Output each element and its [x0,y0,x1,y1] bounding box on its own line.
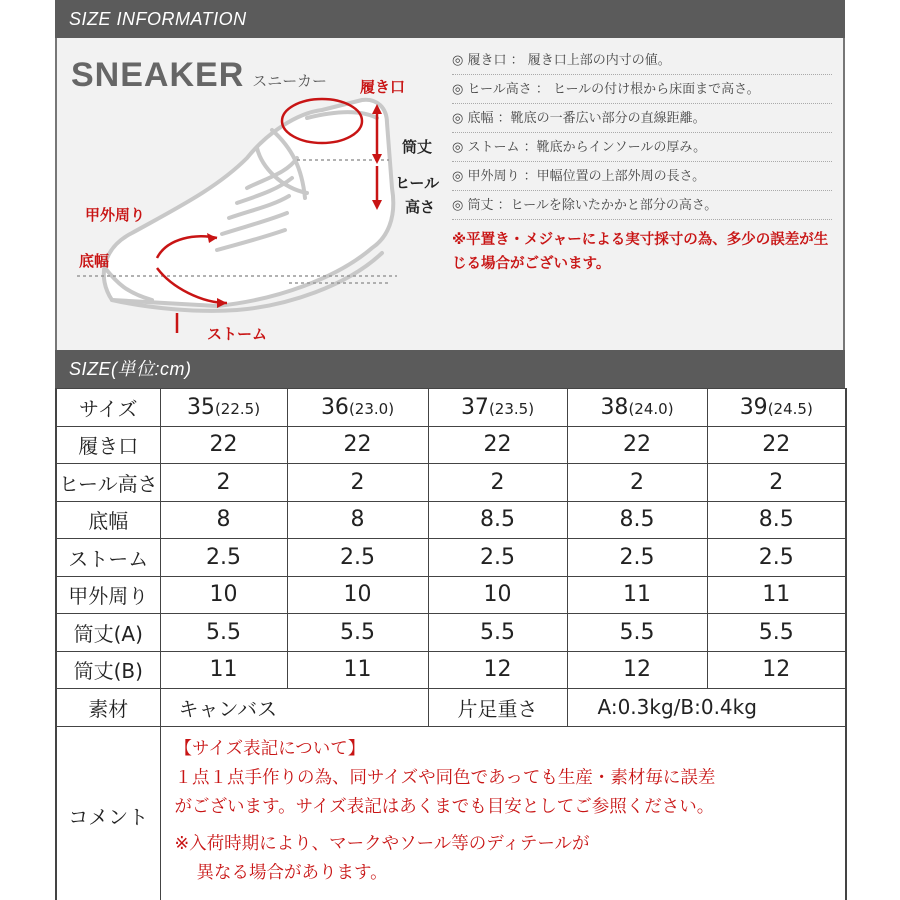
table-cell: 2 [707,464,846,502]
comment-note-line: 異なる場合があります。 [196,862,388,883]
table-cell: 22 [567,426,707,464]
table-cell: 12 [428,651,567,689]
table-cell: 10 [287,576,428,614]
table-cell: 2 [287,464,428,502]
table-cell: 2.5 [428,539,567,577]
material-value: キャンバス [160,689,428,727]
label-sole-width: 底幅 [79,252,110,270]
size-label: サイズ [56,389,160,427]
label-heel-height-line1: ヒール [395,174,440,192]
size-table-header: SIZE(単位:cm) [55,350,845,388]
definition-sole-width: ◎ 底幅 ：靴底の一番広い部分の直線距離。 [452,104,832,133]
weight-label: 片足重さ [428,689,567,727]
row-label: 履き口 [56,426,160,464]
table-cell: 2 [567,464,707,502]
table-cell: 11 [707,576,846,614]
table-cell: 2.5 [567,539,707,577]
label-instep: 甲外周り [85,206,146,224]
table-cell: 22 [428,426,567,464]
table-cell: 11 [567,576,707,614]
table-row [56,464,846,502]
table-cell: 2.5 [707,539,846,577]
logo-title: SNEAKER [71,56,245,94]
definition-list [452,46,832,276]
size-col-36: 36(23.0) [287,389,428,427]
label-stom: ストーム [207,325,268,343]
row-label: 筒丈(B) [56,651,160,689]
definition-stom: ◎ ストーム ：靴底からインソールの厚み。 [452,133,832,162]
label-heel-height-line2: 高さ [405,198,436,216]
table-cell: 11 [287,651,428,689]
weight-value: A:0.3kg/B:0.4kg [567,689,846,727]
table-cell: 2 [428,464,567,502]
comment-spacer [175,822,836,830]
definition-shaft: ◎ 筒丈 ：ヒールを除いたかかと部分の高さ。 [452,191,832,220]
table-cell: 8 [160,501,287,539]
size-info-sheet [55,0,845,900]
comment-row [56,726,846,900]
table-cell: 12 [707,651,846,689]
label-opening: 履き口 [360,78,406,96]
row-label: 筒丈(A) [56,614,160,652]
table-cell: 8 [287,501,428,539]
logo-subtitle: スニーカー [252,72,327,90]
measurement-note: ※平置き・メジャーによる実寸採寸の為、多少の誤差が生じる場合がございます。 [452,232,829,272]
row-label: ヒール高さ [56,464,160,502]
size-col-38: 38(24.0) [567,389,707,427]
table-cell: 5.5 [428,614,567,652]
material-label: 素材 [56,689,160,727]
material-row [56,689,846,727]
table-cell: 8.5 [428,501,567,539]
table-row [56,614,846,652]
size-information-header: SIZE INFORMATION [55,0,845,38]
size-col-35: 35(22.5) [160,389,287,427]
table-cell: 10 [160,576,287,614]
comment-body [160,726,846,900]
table-cell: 22 [160,426,287,464]
comment-note-line: ※入荷時期により、マークやソール等のディテールが [174,833,590,854]
definition-heel-height: ◎ ヒール高さ ： ヒールの付け根から床面まで高さ。 [452,75,832,104]
size-col-39: 39(24.5) [707,389,846,427]
table-cell: 5.5 [567,614,707,652]
table-cell: 8.5 [707,501,846,539]
comment-label: コメント [56,726,160,900]
table-row [56,501,846,539]
row-label: ストーム [56,539,160,577]
table-cell: 2 [160,464,287,502]
table-cell: 2.5 [287,539,428,577]
table-cell: 11 [160,651,287,689]
size-header-row [56,389,846,427]
size-col-37: 37(23.5) [428,389,567,427]
table-cell: 2.5 [160,539,287,577]
table-cell: 8.5 [567,501,707,539]
comment-text-line: がございます。サイズ表記はあくまでも目安としてご参照ください。 [174,796,715,817]
table-cell: 5.5 [287,614,428,652]
table-cell: 22 [287,426,428,464]
definition-instep: ◎ 甲外周り ：甲幅位置の上部外周の長さ。 [452,162,832,191]
table-cell: 22 [707,426,846,464]
table-row [56,426,846,464]
comment-text-line: １点１点手作りの為、同サイズや同色であっても生産・素材毎に誤差 [174,767,716,788]
table-row [56,576,846,614]
size-table [55,388,847,900]
comment-heading: 【サイズ表記について】 [174,738,366,759]
table-row [56,651,846,689]
row-label: 底幅 [56,501,160,539]
info-panel [55,38,845,350]
row-label: 甲外周り [56,576,160,614]
table-cell: 12 [567,651,707,689]
table-row [56,539,846,577]
table-cell: 5.5 [160,614,287,652]
table-cell: 5.5 [707,614,846,652]
sneaker-logo [71,56,327,95]
label-shaft-height: 筒丈 [402,138,433,156]
definition-opening: ◎ 履き口 ： 履き口上部の内寸の値。 [452,46,832,75]
table-cell: 10 [428,576,567,614]
